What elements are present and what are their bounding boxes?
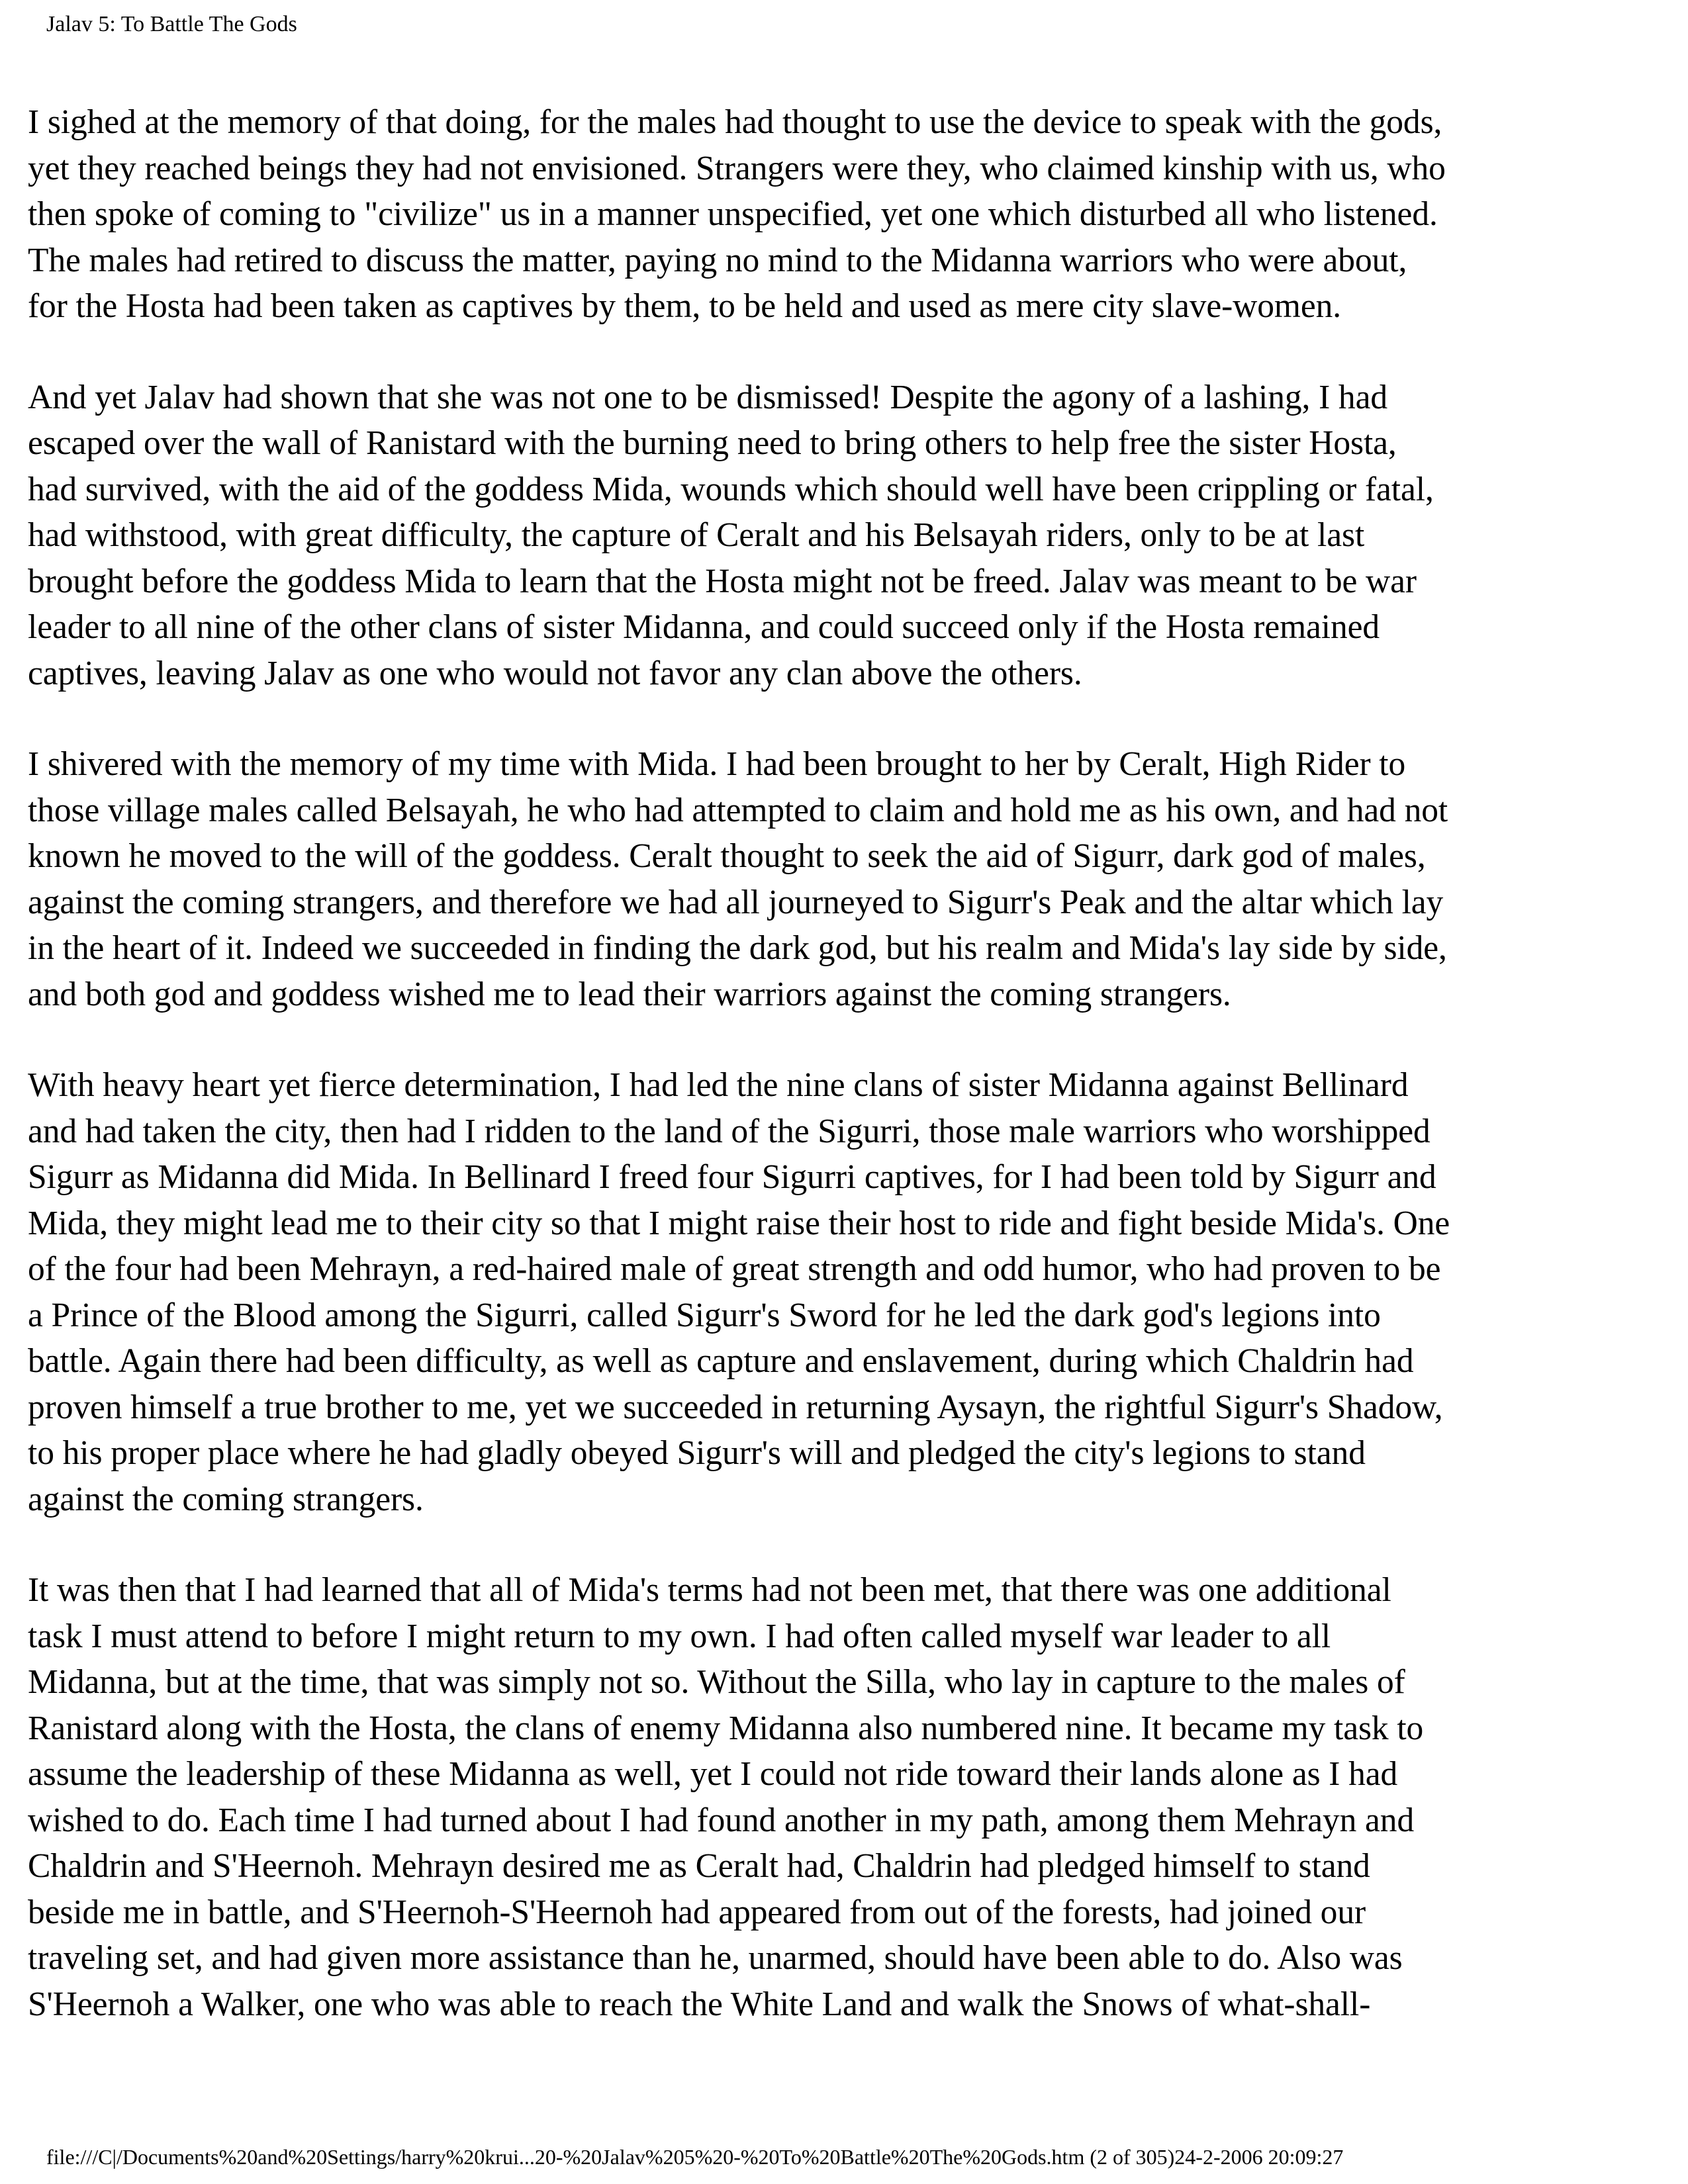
paragraph-5 [28,1567,1643,2027]
text-line: Chaldrin and S'Heernoh. Mehrayn desired me as Ceralt had, Chaldrin had pledged himself to stand [28,1847,1370,1885]
text-line: in the heart of it. Indeed we succeeded in finding the dark god, but his realm and Mida's lay side by side, [28,929,1447,967]
text-line: then spoke of coming to "civilize" us in a manner unspecified, yet one which disturbed all who listened. [28,195,1438,233]
text-line: for the Hosta had been taken as captives by them, to be held and used as mere city slave-women. [28,287,1342,325]
text-line: wished to do. Each time I had turned about I had found another in my path, among them Mehrayn and [28,1801,1415,1839]
text-line: traveling set, and had given more assistance than he, unarmed, should have been able to do. Also was [28,1939,1403,1977]
text-line: and had taken the city, then had I ridden to the land of the Sigurri, those male warriors who worshipped [28,1112,1430,1150]
text-line: captives, leaving Jalav as one who would not favor any clan above the others. [28,654,1082,692]
text-line: proven himself a true brother to me, yet we succeeded in returning Aysayn, the rightful Sigurr's Shadow, [28,1388,1443,1426]
paragraph-1 [28,99,1643,330]
text-line: known he moved to the will of the goddess. Ceralt thought to seek the aid of Sigurr, dark god of males, [28,837,1426,875]
text-line: It was then that I had learned that all of Mida's terms had not been met, that there was one additional [28,1571,1391,1609]
text-line: those village males called Belsayah, he who had attempted to claim and hold me as his own, and had not [28,791,1448,829]
text-line: escaped over the wall of Ranistard with the burning need to bring others to help free the sister Hosta, [28,424,1397,462]
text-line: task I must attend to before I might return to my own. I had often called myself war leader to all [28,1617,1331,1655]
text-line: a Prince of the Blood among the Sigurri, called Sigurr's Sword for he led the dark god's legions into [28,1296,1381,1334]
text-line: yet they reached beings they had not envisioned. Strangers were they, who claimed kinship with us, who [28,149,1446,187]
text-line: beside me in battle, and S'Heernoh-S'Heernoh had appeared from out of the forests, had joined our [28,1893,1366,1931]
paragraph-3 [28,741,1643,1017]
text-line: against the coming strangers. [28,1480,424,1518]
text-line: Sigurr as Midanna did Mida. In Bellinard I freed four Sigurri captives, for I had been told by Sigurr and [28,1158,1436,1196]
text-line: I shivered with the memory of my time with Mida. I had been brought to her by Ceralt, High Rider to [28,745,1406,783]
text-line: to his proper place where he had gladly obeyed Sigurr's will and pledged the city's legions to stand [28,1434,1366,1472]
text-line: Midanna, but at the time, that was simply not so. Without the Silla, who lay in capture to the males of [28,1663,1405,1701]
text-line: And yet Jalav had shown that she was not one to be dismissed! Despite the agony of a lashing, I had [28,378,1387,416]
text-line: of the four had been Mehrayn, a red-haired male of great strength and odd humor, who had proven to be [28,1250,1441,1288]
text-line: brought before the goddess Mida to learn that the Hosta might not be freed. Jalav was meant to be war [28,562,1417,600]
text-line: against the coming strangers, and therefore we had all journeyed to Sigurr's Peak and the altar which lay [28,883,1444,921]
text-line: Ranistard along with the Hosta, the clans of enemy Midanna also numbered nine. It became my task to [28,1709,1424,1747]
text-line: Mida, they might lead me to their city so that I might raise their host to ride and fight beside Mida's. One [28,1204,1450,1242]
text-line: battle. Again there had been difficulty, as well as capture and enslavement, during which Chaldrin had [28,1342,1414,1380]
text-line: I sighed at the memory of that doing, for the males had thought to use the device to speak with the gods, [28,103,1442,141]
text-line: The males had retired to discuss the matter, paying no mind to the Midanna warriors who were about, [28,241,1407,279]
text-line: had survived, with the aid of the goddess Mida, wounds which should well have been crippling or fatal, [28,470,1434,508]
page-footer-path: file:///C|/Documents%20and%20Settings/harry%20krui...20-%20Jalav%205%20-%20To%20Battle%20The%20Gods.htm (2 of 305)24-2-2006 20:09:27 [46,2145,1344,2169]
document-body [28,99,1643,2072]
paragraph-2 [28,375,1643,697]
text-line: S'Heernoh a Walker, one who was able to reach the White Land and walk the Snows of what-shall- [28,1985,1371,2023]
paragraph-4 [28,1062,1643,1522]
text-line: had withstood, with great difficulty, the capture of Ceralt and his Belsayah riders, only to be at last [28,516,1365,554]
text-line: With heavy heart yet fierce determination, I had led the nine clans of sister Midanna against Bellinard [28,1066,1409,1104]
page-header-title: Jalav 5: To Battle The Gods [46,12,297,36]
text-line: and both god and goddess wished me to lead their warriors against the coming strangers. [28,975,1231,1013]
text-line: assume the leadership of these Midanna as well, yet I could not ride toward their lands alone as I had [28,1755,1398,1793]
text-line: leader to all nine of the other clans of sister Midanna, and could succeed only if the Hosta remained [28,608,1380,646]
